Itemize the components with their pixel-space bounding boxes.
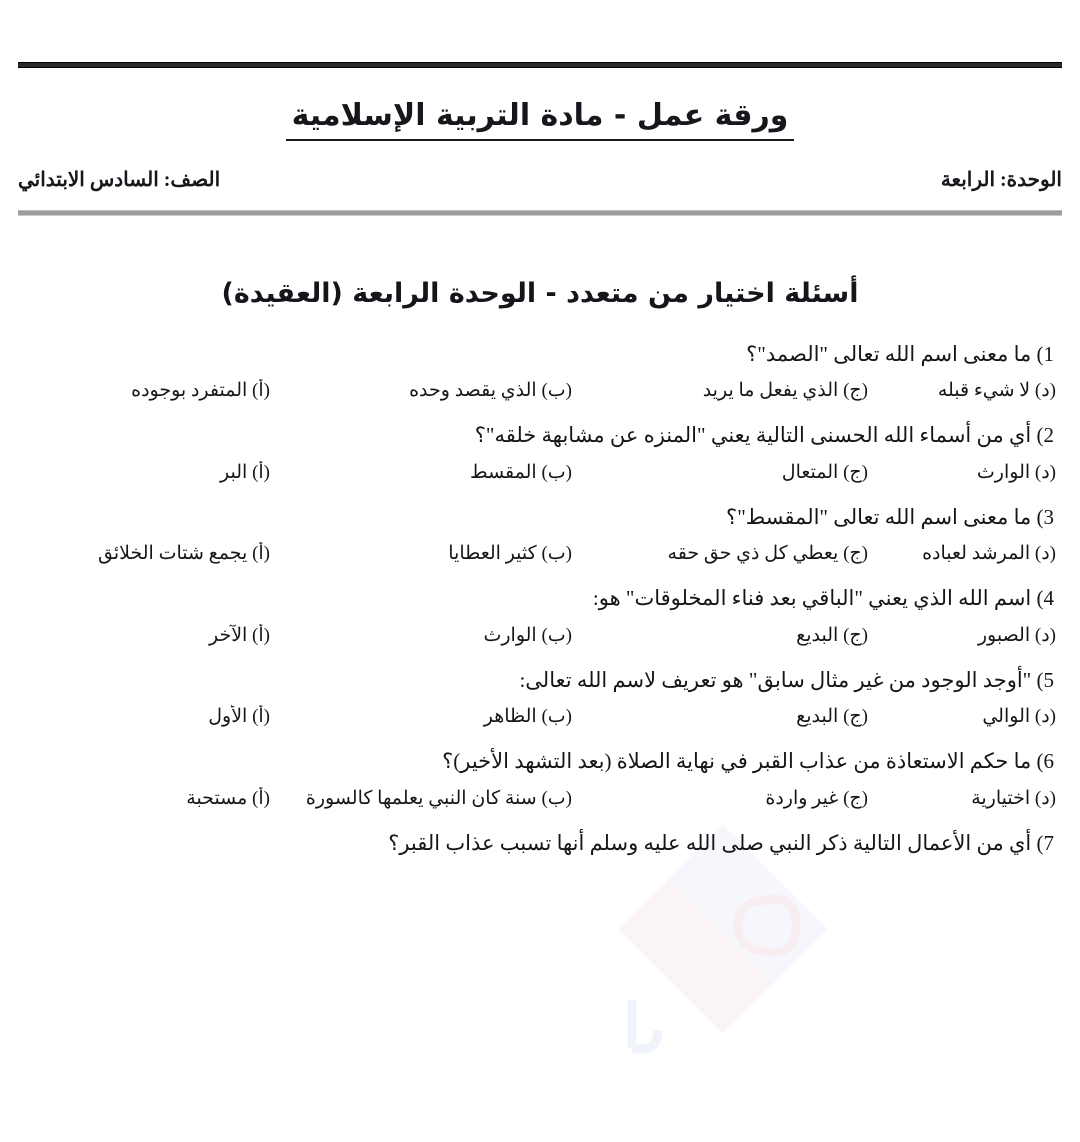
- question-text: 2) أي من أسماء الله الحسنى التالية يعني "المنزه عن مشابهة خلقه"؟: [474, 423, 1054, 448]
- question-options: [18, 705, 1062, 728]
- unit-label: الوحدة: الرابعة: [940, 169, 1062, 191]
- question-item: [18, 665, 1062, 728]
- grade-label: الصف: السادس الابتدائي: [18, 169, 221, 191]
- option-b[interactable]: (ب) سنة كان النبي يعلمها كالسورة: [305, 787, 572, 809]
- question-text: 5) "أوجد الوجود من غير مثال سابق" هو تعريف لاسم الله تعالى:: [519, 667, 1054, 692]
- question-item: [18, 339, 1062, 402]
- option-b[interactable]: (ب) كثير العطايا: [448, 543, 572, 565]
- option-c[interactable]: (ج) يعطي كل ذي حق حقه: [667, 543, 868, 565]
- top-divider: [18, 62, 1062, 68]
- question-text: 7) أي من الأعمال التالية ذكر النبي صلى الله عليه وسلم أنها تسبب عذاب القبر؟: [388, 830, 1054, 855]
- option-d[interactable]: (د) الوالي: [982, 706, 1056, 728]
- page-title: [18, 98, 1062, 141]
- option-a[interactable]: (أ) الأول: [208, 706, 270, 728]
- option-b[interactable]: (ب) الظاهر: [483, 706, 572, 728]
- option-c[interactable]: (ج) غير واردة: [765, 787, 868, 809]
- option-a[interactable]: (أ) يجمع شتات الخلائق: [98, 543, 270, 565]
- page-title-text: ورقة عمل - مادة التربية الإسلامية: [286, 98, 795, 141]
- question-options: [18, 787, 1062, 810]
- questions-list: [18, 339, 1062, 858]
- question-item: [18, 828, 1062, 858]
- option-a[interactable]: (أ) المتفرد بوجوده: [131, 380, 270, 402]
- option-c[interactable]: (ج) البديع: [796, 624, 868, 646]
- question-text: 4) اسم الله الذي يعني "الباقي بعد فناء المخلوقات" هو:: [592, 586, 1054, 611]
- option-d[interactable]: (د) الصبور: [977, 624, 1056, 646]
- option-a[interactable]: (أ) مستحبة: [186, 787, 270, 809]
- question-options: [18, 542, 1062, 565]
- option-a[interactable]: (أ) البر: [220, 461, 270, 483]
- question-options: [18, 379, 1062, 402]
- option-d[interactable]: (د) لا شيء قبله: [937, 380, 1056, 402]
- option-c[interactable]: (ج) المتعال: [781, 461, 868, 483]
- question-item: [18, 502, 1062, 565]
- option-b[interactable]: (ب) الوارث: [483, 624, 572, 646]
- option-c[interactable]: (ج) الذي يفعل ما يريد: [702, 380, 868, 402]
- section-heading: أسئلة اختيار من متعدد - الوحدة الرابعة (العقيدة): [221, 278, 859, 309]
- question-options: [18, 461, 1062, 484]
- option-d[interactable]: (د) اختيارية: [971, 787, 1056, 809]
- document-meta: [18, 167, 1062, 192]
- meta-divider: [18, 210, 1062, 216]
- question-text: 1) ما معنى اسم الله تعالى "الصمد"؟: [746, 342, 1054, 366]
- question-text: 3) ما معنى اسم الله تعالى "المقسط"؟: [726, 504, 1054, 529]
- question-item: [18, 746, 1062, 809]
- worksheet-page: [0, 62, 1080, 1142]
- option-d[interactable]: (د) المرشد لعباده: [922, 543, 1056, 565]
- option-b[interactable]: (ب) المقسط: [470, 461, 572, 483]
- option-c[interactable]: (ج) البديع: [796, 706, 868, 728]
- question-options: [18, 624, 1062, 647]
- question-item: [18, 420, 1062, 483]
- option-b[interactable]: (ب) الذي يقصد وحده: [409, 380, 572, 402]
- option-d[interactable]: (د) الوارث: [976, 461, 1056, 483]
- question-text: 6) ما حكم الاستعاذة من عذاب القبر في نهاية الصلاة (بعد التشهد الأخير)؟: [442, 749, 1054, 774]
- option-a[interactable]: (أ) الآخر: [208, 624, 270, 646]
- question-item: [18, 583, 1062, 646]
